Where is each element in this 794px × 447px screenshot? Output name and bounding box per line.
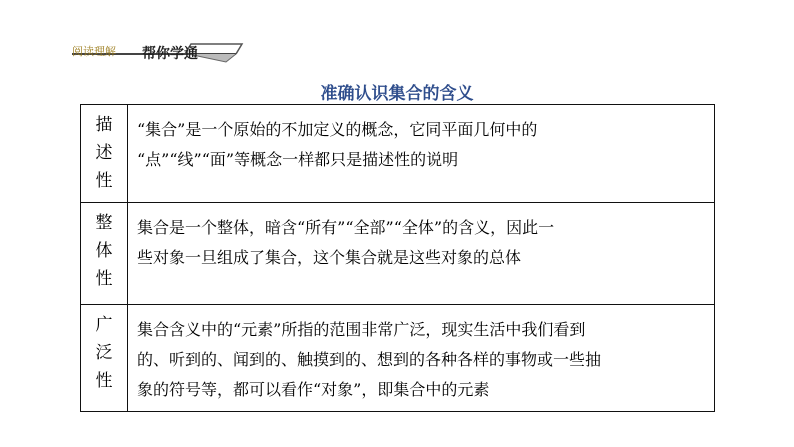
term-char: 整 [95,213,113,233]
term-char: 体 [95,241,113,261]
term-cell [81,305,128,412]
page-title: 准确认识集合的含义 [320,84,474,104]
table-row [81,203,715,305]
term-char: 性 [95,269,113,289]
description-line: “集合”是一个原始的不加定义的概念，它同平面几何中的 [137,120,538,139]
table-row [81,305,715,412]
term-char: 广 [95,315,113,335]
term-char: 述 [95,143,113,163]
description-line: 些对象一旦组成了集合，这个集合就是这些对象的总体 [137,248,522,267]
term-cell [81,105,128,203]
description-line: “点”“线”“面”等概念一样都只是描述性的说明 [137,150,459,169]
term-char: 描 [95,115,113,135]
description-cell [128,203,715,305]
term-char: 性 [95,171,113,191]
description-cell [128,305,715,412]
header-tab-label: 帮你学通 [142,46,198,62]
term-char: 性 [95,371,113,391]
description-line: 集合是一个整体，暗含“所有”“全部”“全体”的含义，因此一 [137,218,555,237]
concept-table [80,104,715,412]
description-line: 的、听到的、闻到的、触摸到的、想到的各种各样的事物或一些抽 [137,350,602,369]
term-char: 泛 [95,343,113,363]
term-cell [81,203,128,305]
description-line: 集合含义中的“元素”所指的范围非常广泛，现实生活中我们看到 [137,320,586,339]
description-line: 象的符号等，都可以看作“对象”，即集合中的元素 [137,380,490,399]
header-kicker: 阅读理解 [72,45,116,58]
table-row [81,105,715,203]
description-cell [128,105,715,203]
